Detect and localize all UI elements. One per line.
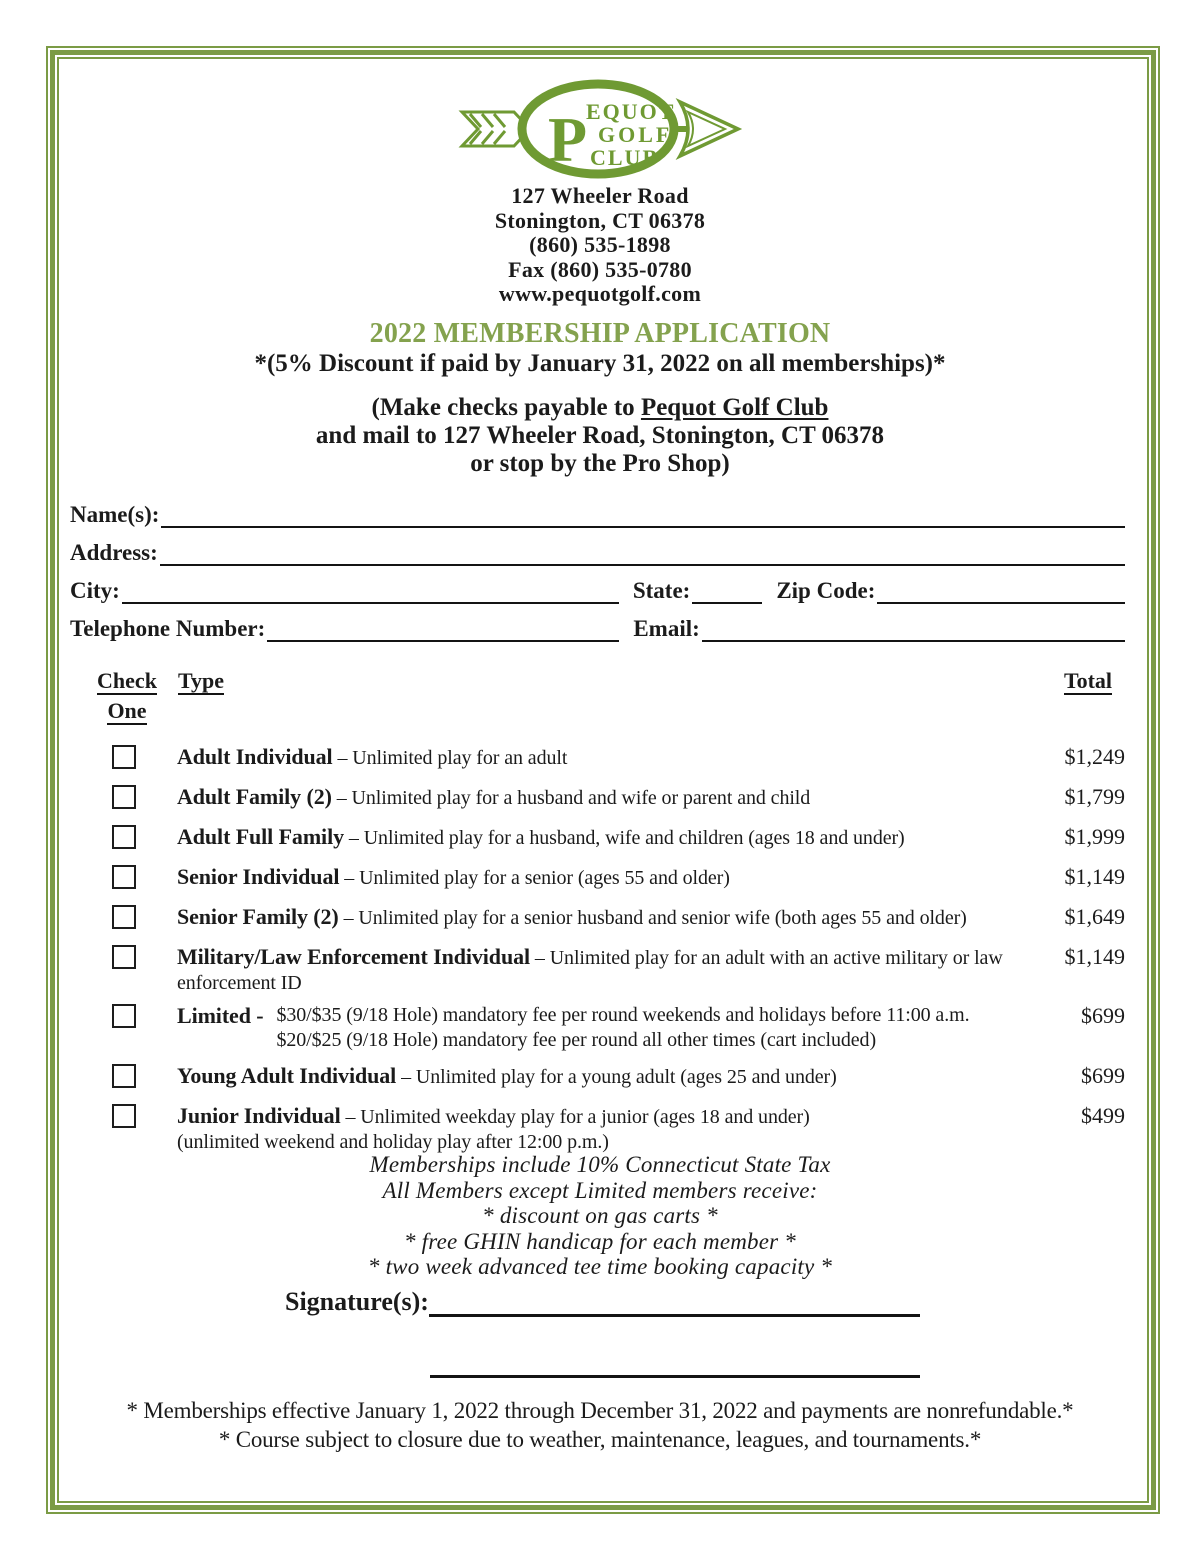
city-label: City: xyxy=(70,578,120,603)
membership-table-header xyxy=(70,668,1125,732)
price: $1,149 xyxy=(1064,944,1125,969)
table-row-senior-individual xyxy=(70,864,1125,891)
type-desc: – Unlimited play for an adult xyxy=(337,747,568,769)
type-name: Junior Individual xyxy=(177,1103,341,1128)
note-line: * discount on gas carts * xyxy=(482,1203,718,1228)
price: $1,249 xyxy=(1064,744,1125,769)
type-desc: – Unlimited play for a husband and wife or parent and child xyxy=(336,787,811,809)
phone-input-line[interactable] xyxy=(267,614,619,642)
price: $1,649 xyxy=(1064,904,1125,929)
footer-notes xyxy=(0,1396,1200,1454)
club-website: www.pequotgolf.com xyxy=(498,281,702,307)
checks-payee: Pequot Golf Club xyxy=(640,394,829,421)
price: $699 xyxy=(1081,1003,1125,1028)
type-name: Adult Full Family xyxy=(177,824,344,849)
phone-email-row xyxy=(70,614,1125,642)
signature-label: Signature(s): xyxy=(285,1287,429,1316)
address-label: Address: xyxy=(70,540,158,565)
svg-text:P: P xyxy=(548,104,588,175)
checks-prefix: (Make checks payable to xyxy=(371,394,635,421)
checkbox[interactable] xyxy=(112,1064,136,1088)
table-row-adult-individual xyxy=(70,744,1125,771)
table-row-adult-family xyxy=(70,784,1125,811)
table-row-military-law xyxy=(70,944,1125,996)
club-phone: (860) 535-1898 xyxy=(529,232,671,258)
svg-text:GOLF: GOLF xyxy=(598,122,673,147)
membership-table xyxy=(70,744,1125,1168)
checkbox[interactable] xyxy=(112,785,136,809)
type-desc: – Unlimited play for an adult with an active military or law enforcement ID xyxy=(177,947,1003,994)
table-row-limited xyxy=(70,1003,1125,1053)
type-desc: – Unlimited play for a senior (ages 55 and older) xyxy=(344,867,730,889)
type-desc-2: (unlimited weekend and holiday play after 12:00 p.m.) xyxy=(177,1131,609,1153)
price: $1,149 xyxy=(1064,864,1125,889)
type-desc: – Unlimited play for a young adult (ages 25 and under) xyxy=(401,1066,837,1088)
discount-note: *(5% Discount if paid by January 31, 2022 on all memberships)* xyxy=(254,350,946,377)
checkbox[interactable] xyxy=(112,825,136,849)
note-line: * two week advanced tee time booking capacity * xyxy=(367,1254,833,1279)
note-line: Memberships include 10% Connecticut State Tax xyxy=(369,1152,831,1177)
phone-label: Telephone Number: xyxy=(70,616,266,641)
table-row-senior-family xyxy=(70,904,1125,931)
address-field-row xyxy=(70,538,1125,566)
table-row-young-adult xyxy=(70,1063,1125,1090)
note-line: All Members except Limited members receive: xyxy=(382,1177,818,1203)
type-name: Military/Law Enforcement Individual xyxy=(177,944,530,969)
footer-line: * Memberships effective January 1, 2022 through December 31, 2022 and payments are nonrefundable.* xyxy=(126,1398,1074,1423)
address-input-line[interactable] xyxy=(160,538,1125,566)
type-desc: – Unlimited play for a husband, wife and children (ages 18 and under) xyxy=(348,827,905,849)
table-row-junior xyxy=(70,1103,1125,1155)
pequot-golf-club-logo-icon xyxy=(440,72,760,194)
type-desc: – Unlimited weekday play for a junior (ages 18 and under) xyxy=(345,1106,810,1128)
type-name: Young Adult Individual xyxy=(177,1063,397,1088)
arrowhead-icon xyxy=(680,102,738,156)
payment-instructions xyxy=(0,394,1200,478)
checkbox[interactable] xyxy=(112,945,136,969)
check-one-header: Check One xyxy=(97,668,157,723)
type-name: Senior Individual xyxy=(177,864,340,889)
page-title: 2022 MEMBERSHIP APPLICATION xyxy=(369,318,831,349)
checkbox[interactable] xyxy=(112,905,136,929)
type-desc: $30/$35 (9/18 Hole) mandatory fee per round weekends and holidays before 11:00 a.m. xyxy=(276,1004,970,1026)
price: $499 xyxy=(1081,1103,1125,1128)
type-desc: – Unlimited play for a senior husband and senior wife (both ages 55 and older) xyxy=(343,907,967,929)
club-contact-block xyxy=(0,184,1200,307)
membership-notes xyxy=(0,1152,1200,1280)
note-line: * free GHIN handicap for each member * xyxy=(404,1228,796,1254)
zip-label: Zip Code: xyxy=(776,578,876,603)
svg-text:EQUOT: EQUOT xyxy=(586,99,676,124)
checkbox[interactable] xyxy=(112,1104,136,1128)
price: $1,999 xyxy=(1064,824,1125,849)
name-label: Name(s): xyxy=(70,502,160,527)
total-header: Total xyxy=(1063,668,1113,693)
footer-line: * Course subject to closure due to weather, maintenance, leagues, and tournaments.* xyxy=(218,1427,982,1452)
signature-row xyxy=(285,1284,920,1317)
signature-input-line-2[interactable] xyxy=(430,1345,920,1378)
checks-mail-line: and mail to 127 Wheeler Road, Stonington, CT 06378 xyxy=(315,422,885,449)
city-input-line[interactable] xyxy=(122,576,619,604)
checks-proshop-line: or stop by the Pro Shop) xyxy=(470,450,730,477)
type-name: Senior Family (2) xyxy=(177,904,339,929)
club-address-line1: 127 Wheeler Road xyxy=(511,183,689,208)
type-desc-2: $20/$25 (9/18 Hole) mandatory fee per round all other times (cart included) xyxy=(276,1029,877,1051)
type-name: Adult Individual xyxy=(177,744,333,769)
name-input-line[interactable] xyxy=(161,500,1125,528)
type-header: Type xyxy=(178,668,225,693)
signature-input-line[interactable] xyxy=(429,1284,920,1317)
svg-text:CLUB: CLUB xyxy=(590,145,660,170)
email-label: Email: xyxy=(633,616,700,641)
state-input-line[interactable] xyxy=(692,576,762,604)
club-address-line2: Stonington, CT 06378 xyxy=(494,207,706,233)
price: $1,799 xyxy=(1064,784,1125,809)
city-state-zip-row xyxy=(70,576,1125,604)
state-label: State: xyxy=(632,578,691,603)
checkbox[interactable] xyxy=(112,865,136,889)
price: $699 xyxy=(1081,1063,1125,1088)
club-fax: Fax (860) 535-0780 xyxy=(508,256,692,282)
type-name: Limited - xyxy=(177,1003,264,1028)
name-field-row xyxy=(70,500,1125,528)
zip-input-line[interactable] xyxy=(877,576,1125,604)
type-name: Adult Family (2) xyxy=(177,784,332,809)
email-input-line[interactable] xyxy=(702,614,1125,642)
table-row-adult-full-family xyxy=(70,824,1125,851)
checkbox[interactable] xyxy=(112,1004,136,1028)
checkbox[interactable] xyxy=(112,745,136,769)
